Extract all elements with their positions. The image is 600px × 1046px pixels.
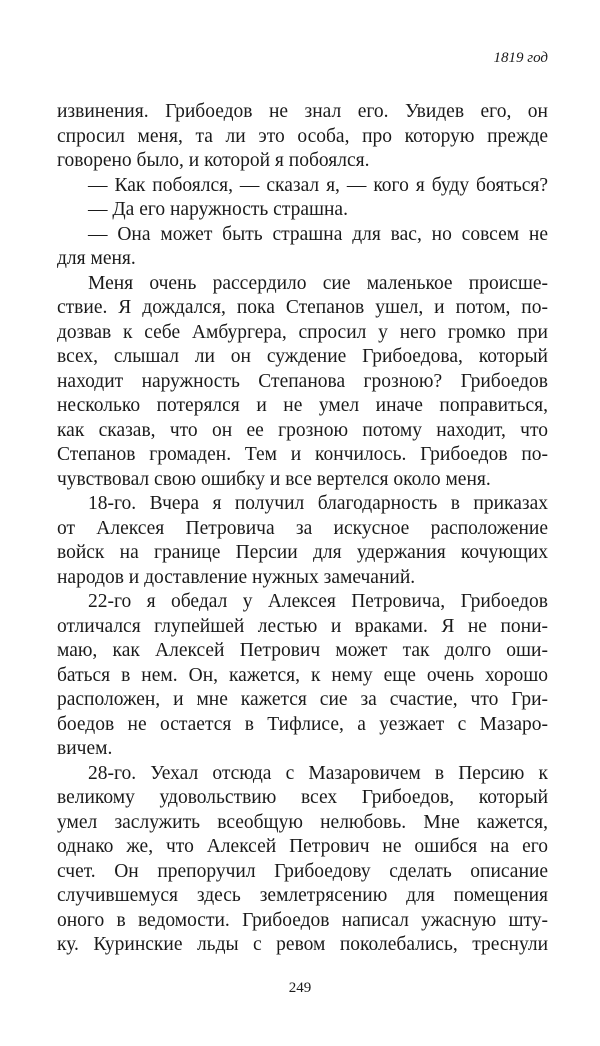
text-line: ствие. Я дождался, пока Степанов ушел, и потом, по-: [57, 297, 548, 318]
text-line: народов и доставление нужных замечаний.: [57, 566, 416, 588]
text-line: извинения. Грибоедов не знал его. Увидев его, он: [57, 101, 548, 122]
page-number: 249: [288, 980, 312, 996]
text-line: Меня очень рассердило сие маленькое происше-: [88, 272, 548, 294]
text-line: как сказав, что он ее грозною потому находит, что: [57, 419, 548, 441]
text-line: умел заслужить всеобщую нелюбовь. Мне кажется,: [57, 811, 548, 833]
text-line: Степанов громаден. Тем и кончилось. Грибоедов по-: [57, 444, 548, 465]
text-line: 28-го. Уехал отсюда с Мазаровичем в Персию к: [88, 762, 548, 784]
text-line: находит наружность Степанова грозною? Грибоедов: [57, 370, 548, 392]
text-line: — Она может быть страшна для вас, но совсем не: [88, 223, 548, 245]
text-line: спросил меня, та ли это особа, про которую прежде: [57, 125, 548, 147]
text-line: оного в ведомости. Грибоедов написал ужасную шту-: [57, 909, 548, 931]
text-line: 18-го. Вчера я получил благодарность в приказах: [88, 493, 548, 514]
text-line: однако же, что Алексей Петрович не ошибся на его: [57, 836, 548, 857]
text-line: говорено было, и которой я побоялся.: [57, 150, 370, 171]
text-line: всех, слышал ли он суждение Грибоедова, который: [57, 346, 548, 367]
text-line: баться в нем. Он, кажется, к нему еще очень хорошо: [57, 664, 548, 686]
text-line: от Алексея Петровича за искусное расположение: [57, 517, 548, 539]
text-line: боедов не остается в Тифлисе, а уезжает с Мазаро-: [57, 713, 548, 735]
text-line: для меня.: [57, 248, 136, 269]
body-text: [57, 100, 548, 958]
text-line: несколько потерялся и не умел иначе поправиться,: [57, 395, 548, 416]
running-head: 1819 год: [493, 50, 548, 66]
text-line: чувствовал свою ошибку и все вертелся около меня.: [57, 468, 491, 490]
text-line: 22-го я обедал у Алексея Петровича, Грибоедов: [88, 591, 548, 612]
text-line: маю, как Алексей Петрович может так долго оши-: [57, 640, 548, 661]
text-line: — Да его наружность страшна.: [88, 199, 348, 220]
text-line: великому удовольствию всех Грибоедов, который: [57, 787, 548, 808]
text-line: войск на границе Персии для удержания кочующих: [57, 542, 548, 563]
text-line: — Как побоялся, — сказал я, — кого я буду бояться?: [88, 174, 548, 196]
text-line: вичем.: [57, 738, 113, 759]
text-line: счет. Он препоручил Грибоедову сделать описание: [57, 860, 548, 882]
text-line: случившемуся здесь землетрясению для помещения: [57, 885, 548, 906]
text-line: расположен, и мне кажется сие за счастие, что Гри-: [57, 689, 548, 710]
text-line: отличался глупейшей лестью и враками. Я не пони-: [57, 615, 548, 637]
text-line: ку. Куринские льды с ревом поколебались, треснули: [57, 934, 548, 955]
text-line: дозвав к себе Амбургера, спросил у него громко при: [57, 321, 548, 343]
